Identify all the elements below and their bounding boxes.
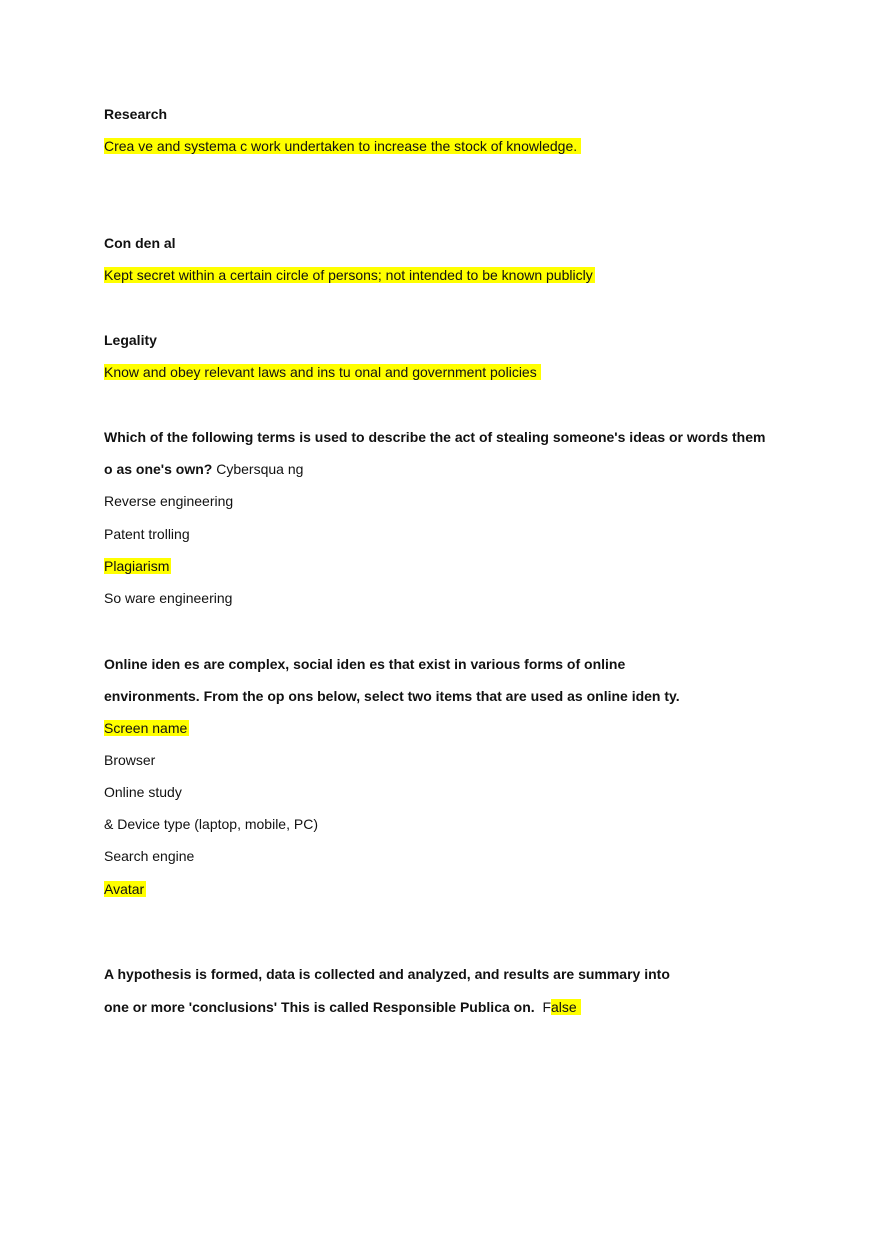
question-2-option: Browser [104,752,156,768]
term-research: Research [104,106,168,122]
question-3-text: one or more 'conclusions' This is called Responsible Publica on. [104,999,535,1015]
question-1-option: Patent trolling [104,526,190,542]
question-2-option: Online study [104,784,182,800]
question-1-line-2 [104,459,303,479]
question-2-option: & Device type (laptop, mobile, PC) [104,816,318,832]
question-2-line-1: Online iden es are complex, social iden es that exist in various forms of online [104,656,626,672]
highlight: Avatar [104,881,145,897]
question-2-line-2: environments. From the op ons below, select two items that are used as online iden ty. [104,688,680,704]
question-2-option: Search engine [104,848,195,864]
highlight: Know and obey relevant laws and ins tu onal and government policies [104,364,541,380]
definition-research [104,136,581,156]
question-3-line-2 [104,997,581,1017]
question-1-bold: o as one's own? [104,461,213,477]
question-3-answer-first: F [542,999,551,1015]
highlight: Kept secret within a certain circle of persons; not intended to be known publicly [104,267,593,283]
question-2-option-correct [104,718,189,738]
highlight: Plagiarism [104,558,170,574]
question-1-option: Reverse engineering [104,493,234,509]
question-1-option: So ware engineering [104,590,233,606]
term-confidential: Con den al [104,235,176,251]
question-2-option-correct [104,879,146,899]
term-legality: Legality [104,332,157,348]
definition-legality [104,362,541,382]
question-3-answer-highlight: alse [551,999,581,1015]
question-3-line-1: A hypothesis is formed, data is collected and analyzed, and results are summary into [104,966,670,982]
definition-confidential [104,265,595,285]
question-1-option-correct [104,556,171,576]
question-1-line-1: Which of the following terms is used to describe the act of stealing someone's ideas or words them [104,429,766,445]
highlight: Crea ve and systema c work undertaken to increase the stock of knowledge. [104,138,581,154]
question-1-option-inline: Cybersqua ng [212,461,304,477]
highlight: Screen name [104,720,188,736]
